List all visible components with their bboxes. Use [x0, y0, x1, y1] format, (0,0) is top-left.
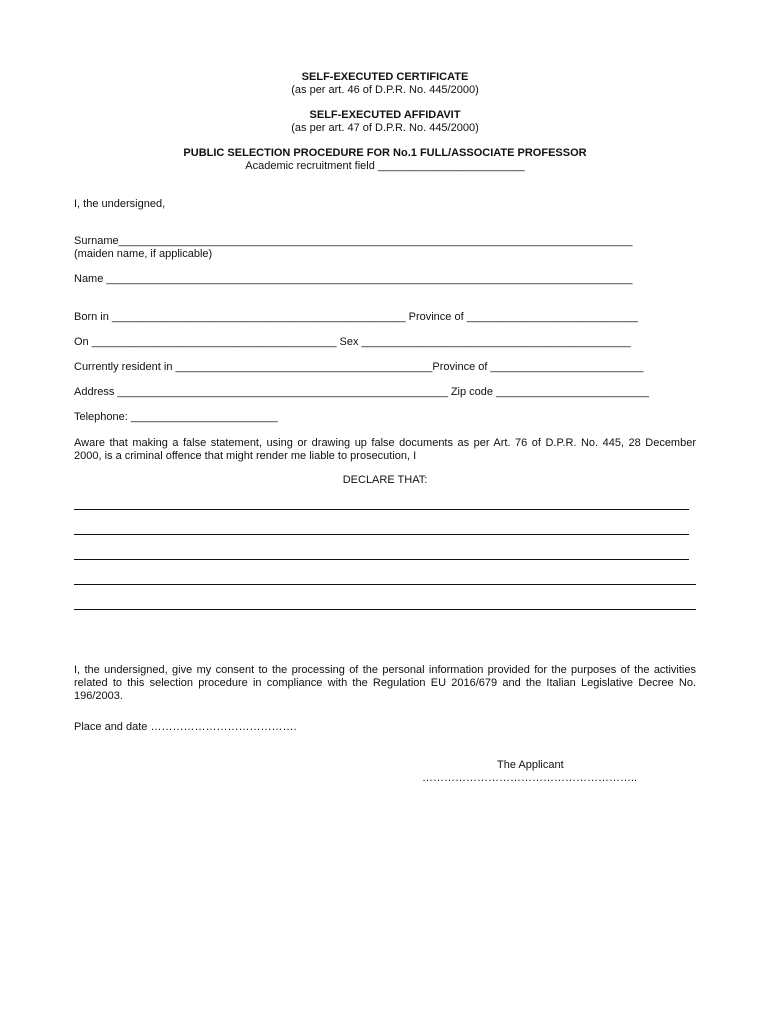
- awareness-statement: Aware that making a false statement, using or drawing up false documents as per Art. 76 of D.P.R. No. 445, 28 December 2000, is a criminal offence that might render me liable to prosecution, I: [74, 437, 696, 462]
- telephone-field[interactable]: Telephone: ________________________: [74, 411, 278, 423]
- declaration-line-3[interactable]: [74, 559, 689, 560]
- applicant-signature-line[interactable]: …………………………………………………..: [422, 772, 638, 784]
- declaration-line-5[interactable]: [74, 609, 696, 610]
- address-field[interactable]: Address ______________________________________________________ Zip code _________________________: [74, 386, 650, 398]
- declare-label: DECLARE THAT:: [342, 474, 428, 486]
- place-date-field[interactable]: Place and date ………………………………….: [74, 721, 297, 733]
- surname-field[interactable]: Surname____________________________________________________________________________________: [74, 235, 633, 247]
- intro-text: I, the undersigned,: [74, 198, 166, 210]
- birthdate-sex-field[interactable]: On ________________________________________ Sex ____________________________________________: [74, 336, 631, 348]
- maiden-name-note: (maiden name, if applicable): [74, 248, 213, 260]
- applicant-label: The Applicant: [497, 759, 564, 771]
- declaration-line-1[interactable]: [74, 509, 689, 510]
- declaration-line-2[interactable]: [74, 534, 689, 535]
- certificate-reference: (as per art. 46 of D.P.R. No. 445/2000): [291, 84, 479, 96]
- consent-statement: I, the undersigned, give my consent to the processing of the personal information provided for the purposes of the activities related to this selection procedure in compliance with the Regulation EU 2016/679 and the Italian Legislative Decree No. 196/2003.: [74, 664, 696, 702]
- birthplace-field[interactable]: Born in ________________________________________________ Province of ____________________________: [74, 311, 638, 323]
- certificate-title: SELF-EXECUTED CERTIFICATE: [301, 71, 469, 83]
- name-field[interactable]: Name ______________________________________________________________________________________: [74, 273, 633, 285]
- procedure-title: PUBLIC SELECTION PROCEDURE FOR No.1 FULL/ASSOCIATE PROFESSOR: [183, 147, 587, 159]
- affidavit-title: SELF-EXECUTED AFFIDAVIT: [309, 109, 461, 121]
- affidavit-reference: (as per art. 47 of D.P.R. No. 445/2000): [291, 122, 479, 134]
- recruitment-field: Academic recruitment field ________________________: [245, 160, 525, 172]
- residence-field[interactable]: Currently resident in __________________________________________Province of _________________________: [74, 361, 644, 373]
- declaration-line-4[interactable]: [74, 584, 696, 585]
